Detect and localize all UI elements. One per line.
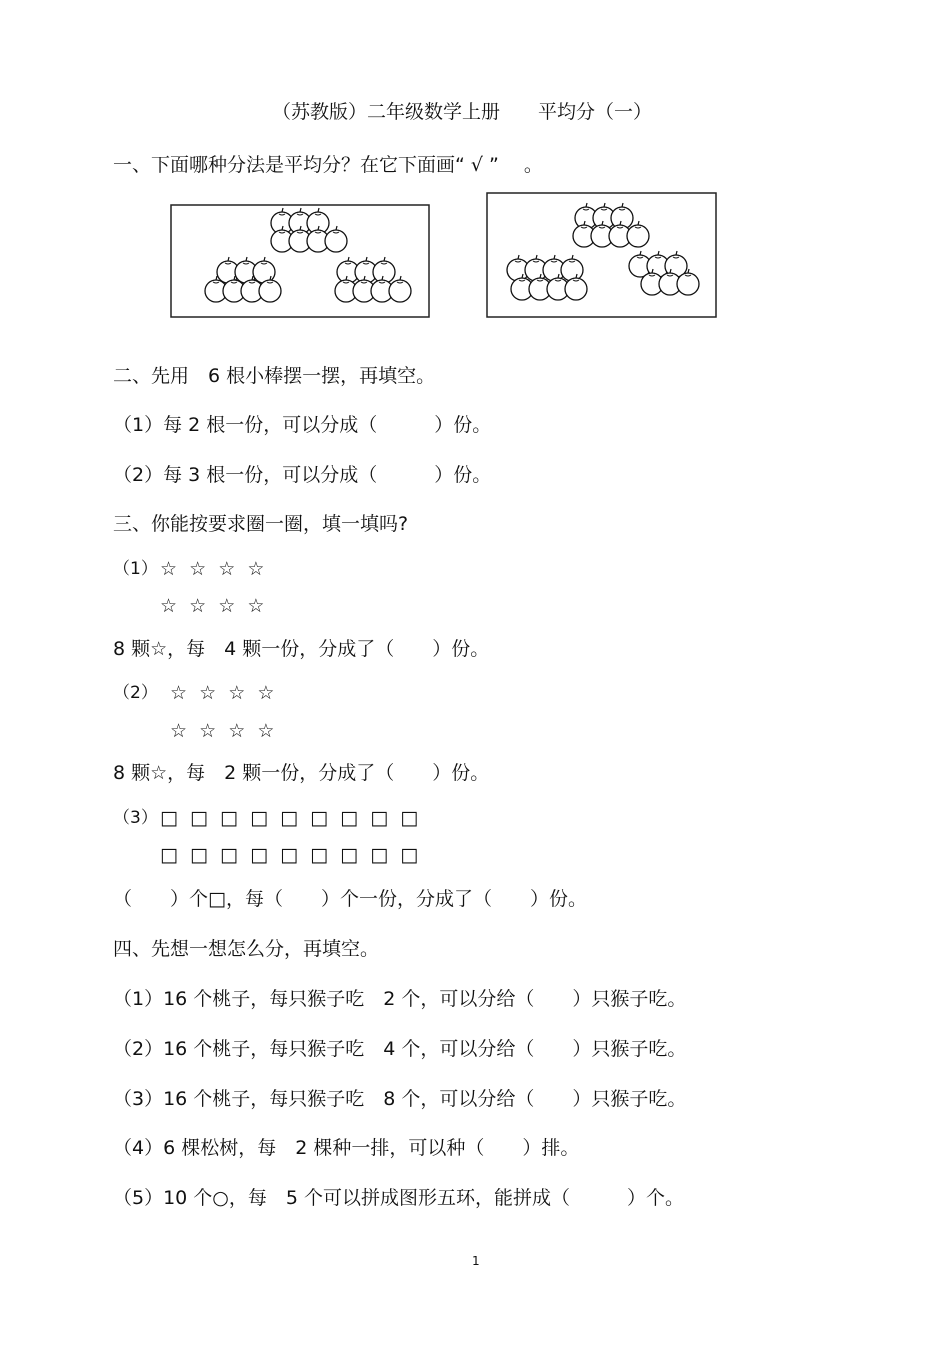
q3-part2-label: （2） — [113, 683, 158, 703]
apple-groups-picture-1 — [170, 204, 432, 320]
q3-part2-stars-row1: ☆ ☆ ☆ ☆ — [170, 682, 275, 704]
q2-item-1: （1）每 2 根一份，可以分成（ ）份。 — [113, 414, 492, 436]
q3-part2-stars-row2: ☆ ☆ ☆ ☆ — [170, 720, 275, 742]
q1-heading: 一、下面哪种分法是平均分？在它下面画“ √ ” 。 — [113, 154, 543, 176]
q3-part1-stars-row1: ☆ ☆ ☆ ☆ — [160, 558, 265, 580]
q3-part1-text: 8 颗☆，每 4 颗一份，分成了（ ）份。 — [113, 638, 490, 660]
q2-heading: 二、先用 6 根小棒摆一摆，再填空。 — [113, 365, 436, 387]
q3-heading: 三、你能按要求圈一圈，填一填吗? — [113, 513, 409, 535]
q2-item-2: （2）每 3 根一份，可以分成（ ）份。 — [113, 464, 492, 486]
q3-part3-label: （3） — [113, 808, 158, 828]
apple-group-left — [205, 257, 281, 302]
apple-group-top — [573, 203, 649, 247]
apple-group-left — [507, 255, 587, 300]
page-title: （苏教版）二年级数学上册 平均分（一） — [272, 101, 653, 123]
q3-part3-squares-row2: □ □ □ □ □ □ □ □ □ — [160, 844, 419, 866]
q4-heading: 四、先想一想怎么分，再填空。 — [113, 938, 380, 960]
q3-part2-text: 8 颗☆，每 2 颗一份，分成了（ ）份。 — [113, 762, 490, 784]
q4-item-4: （4）6 棵松树，每 2 棵种一排，可以种（ ）排。 — [113, 1137, 580, 1159]
page-number: 1 — [472, 1254, 480, 1268]
q4-item-3: （3）16 个桃子，每只猴子吃 8 个，可以分给（ ）只猴子吃。 — [113, 1088, 687, 1110]
apple-group-right — [629, 251, 699, 295]
apple-group-right — [335, 257, 411, 302]
apple-groups-picture-2 — [486, 192, 718, 320]
apple-group-top — [271, 208, 347, 252]
q3-part1-stars-row2: ☆ ☆ ☆ ☆ — [160, 595, 265, 617]
q3-part1-label: （1） — [113, 559, 158, 579]
q4-item-2: （2）16 个桃子，每只猴子吃 4 个，可以分给（ ）只猴子吃。 — [113, 1038, 687, 1060]
q3-part3-squares-row1: □ □ □ □ □ □ □ □ □ — [160, 807, 419, 829]
q4-item-5: （5）10 个○，每 5 个可以拼成图形五环，能拼成（ ）个。 — [113, 1187, 685, 1209]
q3-part3-text: （ ）个□，每（ ）个一份，分成了（ ）份。 — [113, 888, 587, 910]
q4-item-1: （1）16 个桃子，每只猴子吃 2 个，可以分给（ ）只猴子吃。 — [113, 988, 687, 1010]
